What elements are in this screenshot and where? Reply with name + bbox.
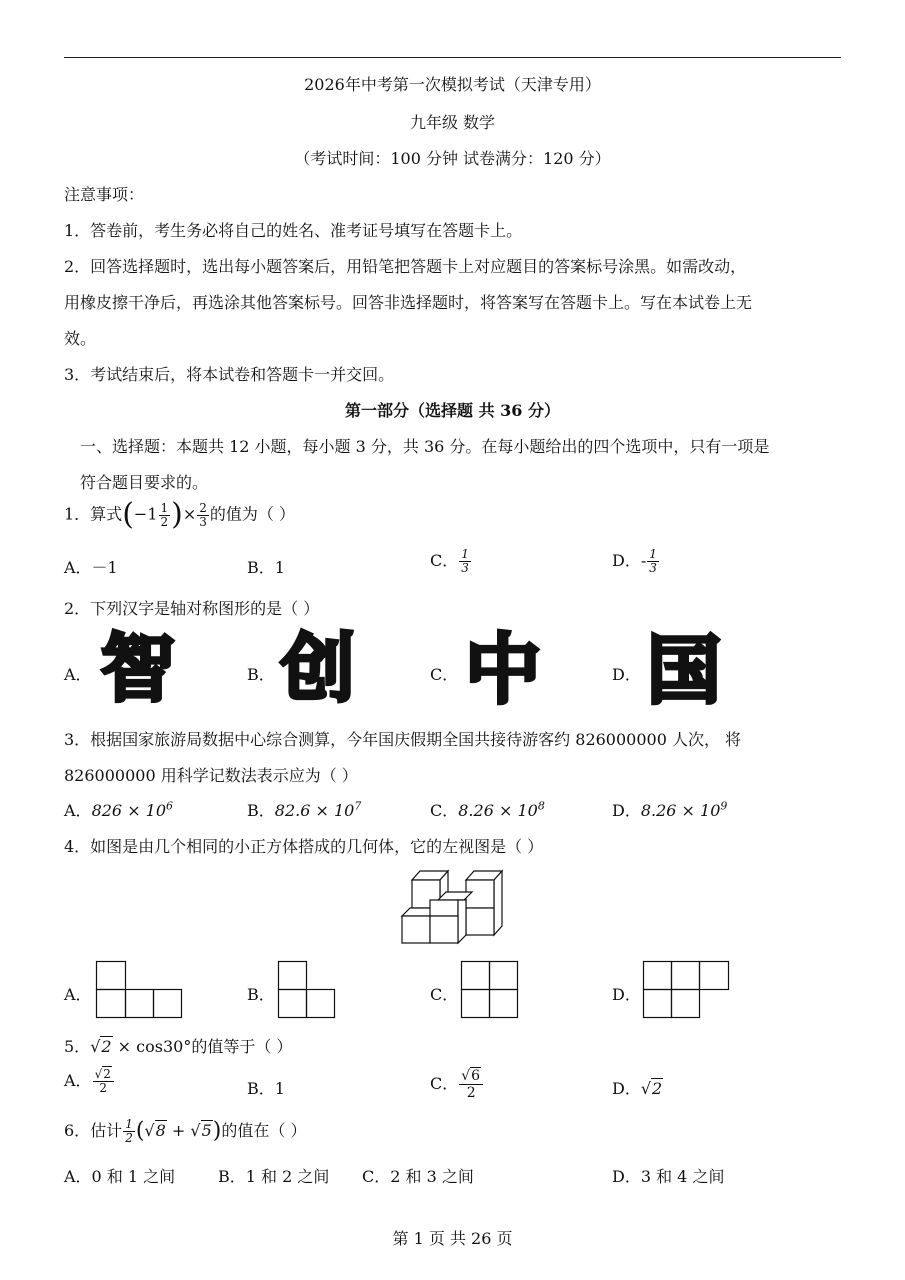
q6-option-b: B．1 和 2 之间 — [218, 1167, 330, 1186]
question-3-line-2: 826000000 用科学记数法表示应为（ ） — [64, 766, 358, 785]
q2-figure-guo — [646, 628, 722, 714]
note-item-2-line-3: 效。 — [64, 329, 97, 348]
exam-subject: 九年级 数学 — [409, 113, 496, 132]
q2-figure-zhi — [100, 626, 176, 712]
q5-a-den: 2 — [99, 1081, 108, 1095]
q6-close-paren: ) — [212, 1118, 222, 1144]
q4-option-d-label: D． — [612, 985, 641, 1004]
note-item-2-line-1: 2．回答选择题时，选出每小题答案后，用铅笔把答题卡上对应题目的答案标号涂黑。如需改动， — [64, 257, 747, 276]
q4-option-c-label: C． — [430, 985, 459, 1004]
q1-option-b: B．1 — [247, 558, 285, 577]
q6-option-a: A．0 和 1 之间 — [64, 1167, 176, 1186]
q5-a-fraction — [93, 1068, 114, 1095]
cube-front — [402, 916, 430, 943]
q6-option-c: C．2 和 3 之间 — [362, 1167, 474, 1186]
question-5 — [64, 1034, 292, 1057]
q2-figure-zhong — [463, 625, 543, 714]
question-3-line-1: 3．根据国家旅游局数据中心综合测算，今年国庆假期全国共接待游客约 826000000 人次， 将 — [64, 730, 742, 749]
q3-d-base: 8.26 × 10 — [640, 801, 721, 820]
cube-front — [430, 900, 458, 916]
q5-c-radicand: 6 — [471, 1068, 481, 1084]
q1-d-num: 1 — [649, 547, 657, 561]
q3-option-d — [612, 798, 727, 821]
q1-d-label: D． — [612, 551, 641, 570]
q6-sqrt-1: √ — [144, 1121, 155, 1140]
cube-side — [494, 871, 502, 935]
q2-figure-chuang-glyph: 创 — [281, 626, 355, 712]
q6-frac-num: 1 — [125, 1117, 133, 1131]
q4-option-c-view — [461, 961, 521, 1019]
q5-sqrt-sign: √ — [90, 1037, 101, 1056]
q5-a-radicand: 2 — [103, 1067, 111, 1081]
cube-side — [458, 900, 466, 943]
q4-cube-figure — [400, 866, 510, 948]
q5-c-den: 2 — [466, 1085, 476, 1101]
q1-c-label: C． — [430, 551, 459, 570]
q1-c-num: 1 — [461, 547, 469, 561]
q4-option-a-label: A． — [64, 985, 92, 1004]
q4-option-b-label: B． — [247, 985, 275, 1004]
q6-fraction — [123, 1118, 135, 1145]
q2-option-a-label: A． — [64, 665, 92, 684]
q3-option-a — [64, 798, 173, 821]
q3-b-base: 82.6 × 10 — [274, 801, 355, 820]
question-1 — [64, 497, 295, 532]
q5-prefix: 5． — [64, 1037, 91, 1056]
q1-open-paren: ( — [122, 497, 134, 532]
q1-suffix: 的值为（ ） — [209, 504, 295, 524]
q6-suffix: 的值在（ ） — [221, 1121, 307, 1140]
top-rule — [64, 57, 841, 58]
q6-radicand-2: 5 — [201, 1121, 212, 1140]
q4-option-d-view — [643, 961, 733, 1019]
part1-intro-line-1: 一、选择题：本题共 12 小题，每小题 3 分，共 36 分。在每小题给出的四个选项中，只有一项是 — [80, 437, 770, 456]
q1-c-den: 3 — [461, 561, 469, 575]
q5-a-num: √2 — [93, 1068, 114, 1082]
q2-option-b-label: B． — [247, 665, 275, 684]
q5-radicand: 2 — [101, 1037, 112, 1056]
q6-frac-den: 2 — [125, 1131, 133, 1145]
q5-c-label: C． — [430, 1074, 459, 1093]
part1-heading: 第一部分（选择题 共 36 分） — [345, 401, 560, 420]
q5-d-label: D． — [612, 1079, 641, 1098]
q1-option-c — [430, 548, 472, 575]
q1-close-paren: ) — [171, 497, 183, 532]
q1-frac2-den: 3 — [199, 514, 207, 529]
q5-c-fraction — [459, 1068, 483, 1101]
q2-figure-zhong-glyph: 中 — [465, 625, 541, 714]
notes-heading: 注意事项： — [64, 185, 145, 204]
q2-figure-chuang — [280, 626, 356, 712]
q5-option-d — [612, 1076, 663, 1099]
exam-info: （考试时间：100 分钟 试卷满分：120 分） — [294, 149, 611, 168]
q2-option-d-label: D． — [612, 665, 641, 684]
q3-b-exp: 7 — [354, 799, 362, 813]
q5-a-label: A． — [64, 1071, 92, 1090]
q5-d-sqrt-sign: √ — [640, 1079, 652, 1098]
q5-c-num: √6 — [459, 1068, 483, 1085]
q1-d-fraction — [647, 548, 659, 575]
q1-d-den: 3 — [649, 561, 657, 575]
q3-option-c — [430, 798, 545, 821]
cube-front — [430, 916, 458, 943]
note-item-1: 1．答卷前，考生务必将自己的姓名、准考证号填写在答题卡上。 — [64, 221, 523, 240]
q6-option-d: D．3 和 4 之间 — [612, 1167, 725, 1186]
q1-c-fraction — [459, 548, 471, 575]
q3-d-label: D． — [612, 801, 641, 820]
q3-a-exp: 6 — [166, 799, 174, 813]
q4-option-b-view — [278, 961, 338, 1019]
q1-fraction — [159, 502, 171, 529]
q5-d-radicand: 2 — [652, 1079, 663, 1098]
question-4: 4．如图是由几个相同的小正方体搭成的几何体，它的左视图是（ ） — [64, 837, 544, 856]
q3-c-base: 8.26 × 10 — [458, 801, 538, 820]
q5-option-c — [430, 1068, 484, 1101]
q1-fraction-2 — [197, 502, 209, 529]
question-6 — [64, 1118, 306, 1145]
q1-frac-num: 1 — [160, 500, 169, 515]
part1-intro-line-2: 符合题目要求的。 — [80, 473, 209, 492]
q3-c-label: C． — [430, 801, 459, 820]
q3-option-b — [247, 798, 361, 821]
q1-times: × — [182, 504, 197, 524]
q6-sqrt-2: √ — [190, 1121, 201, 1140]
note-item-3: 3．考试结束后，将本试卷和答题卡一并交回。 — [64, 365, 395, 384]
q6-plus: + — [166, 1121, 191, 1140]
q1-frac-den: 2 — [160, 514, 169, 529]
q5-middle: × cos30°的值等于（ ） — [112, 1037, 293, 1056]
q2-option-c-label: C． — [430, 665, 459, 684]
q3-a-base: 826 × 10 — [91, 801, 167, 820]
q1-option-a: A．－1 — [64, 558, 118, 577]
question-2: 2．下列汉字是轴对称图形的是（ ） — [64, 599, 320, 618]
q3-d-exp: 9 — [720, 799, 728, 813]
q3-a-label: A． — [64, 801, 92, 820]
q1-d-sign: - — [640, 551, 647, 570]
note-item-2-line-2: 用橡皮擦干净后，再选涂其他答案标号。回答非选择题时，将答案写在答题卡上。写在本试卷上无 — [64, 293, 753, 312]
q4-option-a-view — [96, 961, 184, 1019]
q2-figure-zhi-glyph: 智 — [101, 626, 175, 712]
q1-prefix: 1．算式 — [64, 504, 123, 524]
exam-title: 2026年中考第一次模拟考试（天津专用） — [304, 75, 601, 94]
q5-option-a — [64, 1068, 115, 1095]
cube-front — [466, 908, 494, 935]
q1-int: −1 — [133, 504, 158, 524]
q3-c-exp: 8 — [537, 799, 545, 813]
q1-frac2-num: 2 — [199, 500, 207, 515]
q6-prefix: 6．估计 — [64, 1121, 123, 1140]
q5-option-b: B．1 — [247, 1079, 285, 1098]
q1-option-d — [612, 548, 660, 575]
q2-figure-guo-glyph: 国 — [647, 628, 721, 714]
page-footer: 第 1 页 共 26 页 — [392, 1229, 513, 1248]
q6-open-paren: ( — [135, 1118, 145, 1144]
q3-b-label: B． — [247, 801, 275, 820]
q6-radicand-1: 8 — [155, 1121, 166, 1140]
